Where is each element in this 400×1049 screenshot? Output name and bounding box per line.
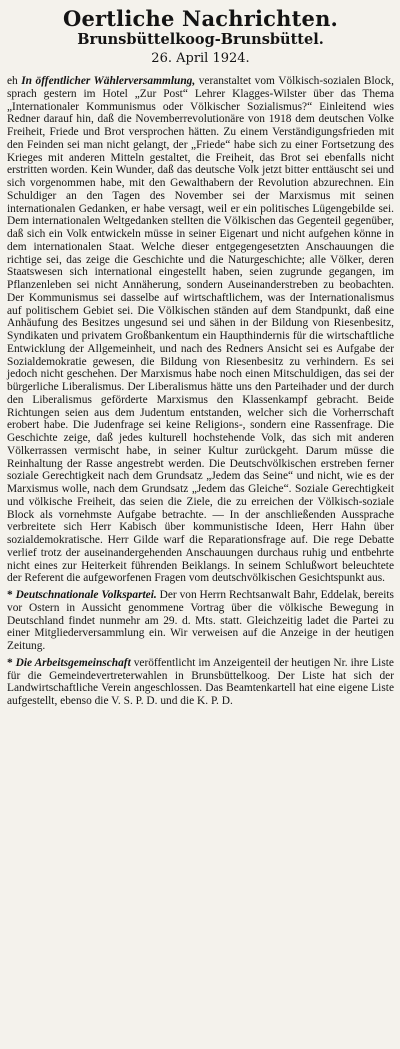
- section-title: Oertliche Nachrichten.: [62, 6, 339, 31]
- article-body: veröffentlicht im Anzeigenteil der heutigen Nr. ihre Liste für die Gemeindevertreterwahlen in Brunsbüttelkoog. Der Liste hat sich der Landwirtschaftliche Verein angeschlossen. Das Beamtenkartell hat eine eigene Liste aufgestellt, ebenso die V. S. P. D. und die K. P. D.: [7, 656, 394, 707]
- masthead: [7, 6, 394, 67]
- article-marker: eh: [7, 75, 18, 87]
- article-marker: *: [7, 589, 13, 601]
- article-waehlerversammlung: [7, 75, 394, 585]
- article-deutschnationale-volkspartei: [7, 589, 394, 653]
- section-subtitle: Brunsbüttelkoog-Brunsbüttel.: [77, 31, 324, 48]
- article-lead: Deutschnationale Volkspartei.: [15, 589, 157, 601]
- article-arbeitsgemeinschaft: [7, 657, 394, 708]
- article-marker: *: [7, 656, 13, 669]
- dateline: 26. April 1924.: [151, 51, 250, 66]
- article-lead: Die Arbeitsgemeinschaft: [15, 656, 131, 669]
- article-body: veranstaltet vom Völkisch-sozialen Block, sprach gestern im Hotel „Zur Post“ Lehrer Klagges-Wilster über das Thema „Internationaler Kommunismus oder Völkischer Sozialismus?“ Einleitend wies Redner darauf hin, daß die Novemberrevolutionäre von 1918 dem deutschen Volke Freiheit, Friede und Brot versprochen hätten. Zu einem Verständigungsfrieden mit den Feinden sei man nicht gelangt, der „Friede“ habe sich zu einer Fortsetzung des Krieges mit anderen Mitteln gestaltet, die Freiheit, das Brot sei ebenfalls nicht erstritten worden. Kein Wunder, daß das deutsche Volk jetzt bitter enttäuscht sei und sich vorgenommen habe, mit den Gewalthabern der Revolution abzurechnen. Ein Schuldiger an den Tagen des November sei der Marxismus mit seinen internationalen Gedanken, er habe versagt, weil er ein politisches Lügengebilde sei. Dem internationalen Weltgedanken stellten die Völkischen das Gegenteil gegenüber, daß sich ein Volk entwickeln müsse in seiner Eigenart und nicht aufgehen könne in dem internationalen Staat. Welche dieser entgegengesetzten Anschauungen die richtige sei, das zeige die Geschichte und die Naturgeschichte; alle Völker, deren Staatswesen sich international eingestellt haben, seien zugrunde gegangen, im Pflanzenleben sei nicht Annäherung, sondern Auseinanderstreben zu beobachten. Der Kommunismus sei dasselbe auf wirtschaftlichem, was der Internationalismus auf politischem Gebiet sei. Die Völkischen ständen auf dem Standpunkt, daß eine Anhäufung des Besitzes ungesund sei und sähen in der Bildung von Riesenbesitz, Syndikaten und privatem Großbankentum ein Haupthindernis für die wirtschaftliche Entwicklung der Allgemeinheit, und nach des Redners Ansicht sei es Aufgabe der Sozialdemokratie gewesen, die Bildung von Riesenbesitz zu verhindern. Es sei jedoch nicht geschehen. Der Marxismus habe noch einen Mitschuldigen, das sei der bürgerliche Liberalismus. Der Liberalismus hätte uns den Parteihader und der durch den Liberalismus geförderte Marxismus den Klassenkampf gebracht. Beide Richtungen seien aus dem Judentum entstanden, welcher sich die Vorherrschaft erobert habe. Die Judenfrage sei keine Religions-, sondern eine Rassenfrage. Die Geschichte zeige, daß jedes kulturell hochstehende Volk, das sich mit anderen Völkerrassen vermischt habe, in seiner Kultur zurückgeht. Darum müsse die Reinhaltung der Rasse angestrebt werden. Die Deutschvölkischen erstreben ferner soziale Gerechtigkeit nach dem Grundsatz „Jedem das Seine“ und nicht, wie es der Marxismus wolle, nach dem Grundsatz „Jedem das Gleiche“. Soziale Gerechtigkeit und völkische Freiheit, das seien die Ziele, die zu erreichen der Völkisch-soziale Block als vornehmste Aufgabe betrachte. — In der anschließenden Aussprache verbreitete sich Herr Kabisch über kommunistische Ideen, Herr Hahn über sozialdemokratische. Herr Gilde warf die Reparationsfrage auf. Die rege Debatte verlief trotz der auseinandergehenden Anschauungen durchaus ruhig und entbehrte nicht eines zur Heiterkeit führenden Beiklangs. In seinem Schlußwort beleuchtete der Referent die aufgeworfenen Fragen vom deutschvölkischen Gesichtspunkt aus.: [7, 75, 394, 585]
- article-body: Der von Herrn Rechtsanwalt Bahr, Eddelak, bereits vor Ostern in Aussicht genommene Vortrag über die völkische Bewegung in Deutschland findet nunmehr am 29. d. Mts. statt. Gleichzeitig ladet die Partei zu einer Mitgliederversammlung ein. Wir verweisen auf die Anzeige in der heutigen Zeitung.: [7, 589, 394, 652]
- article-lead: In öffentlicher Wählerversammlung,: [21, 75, 196, 87]
